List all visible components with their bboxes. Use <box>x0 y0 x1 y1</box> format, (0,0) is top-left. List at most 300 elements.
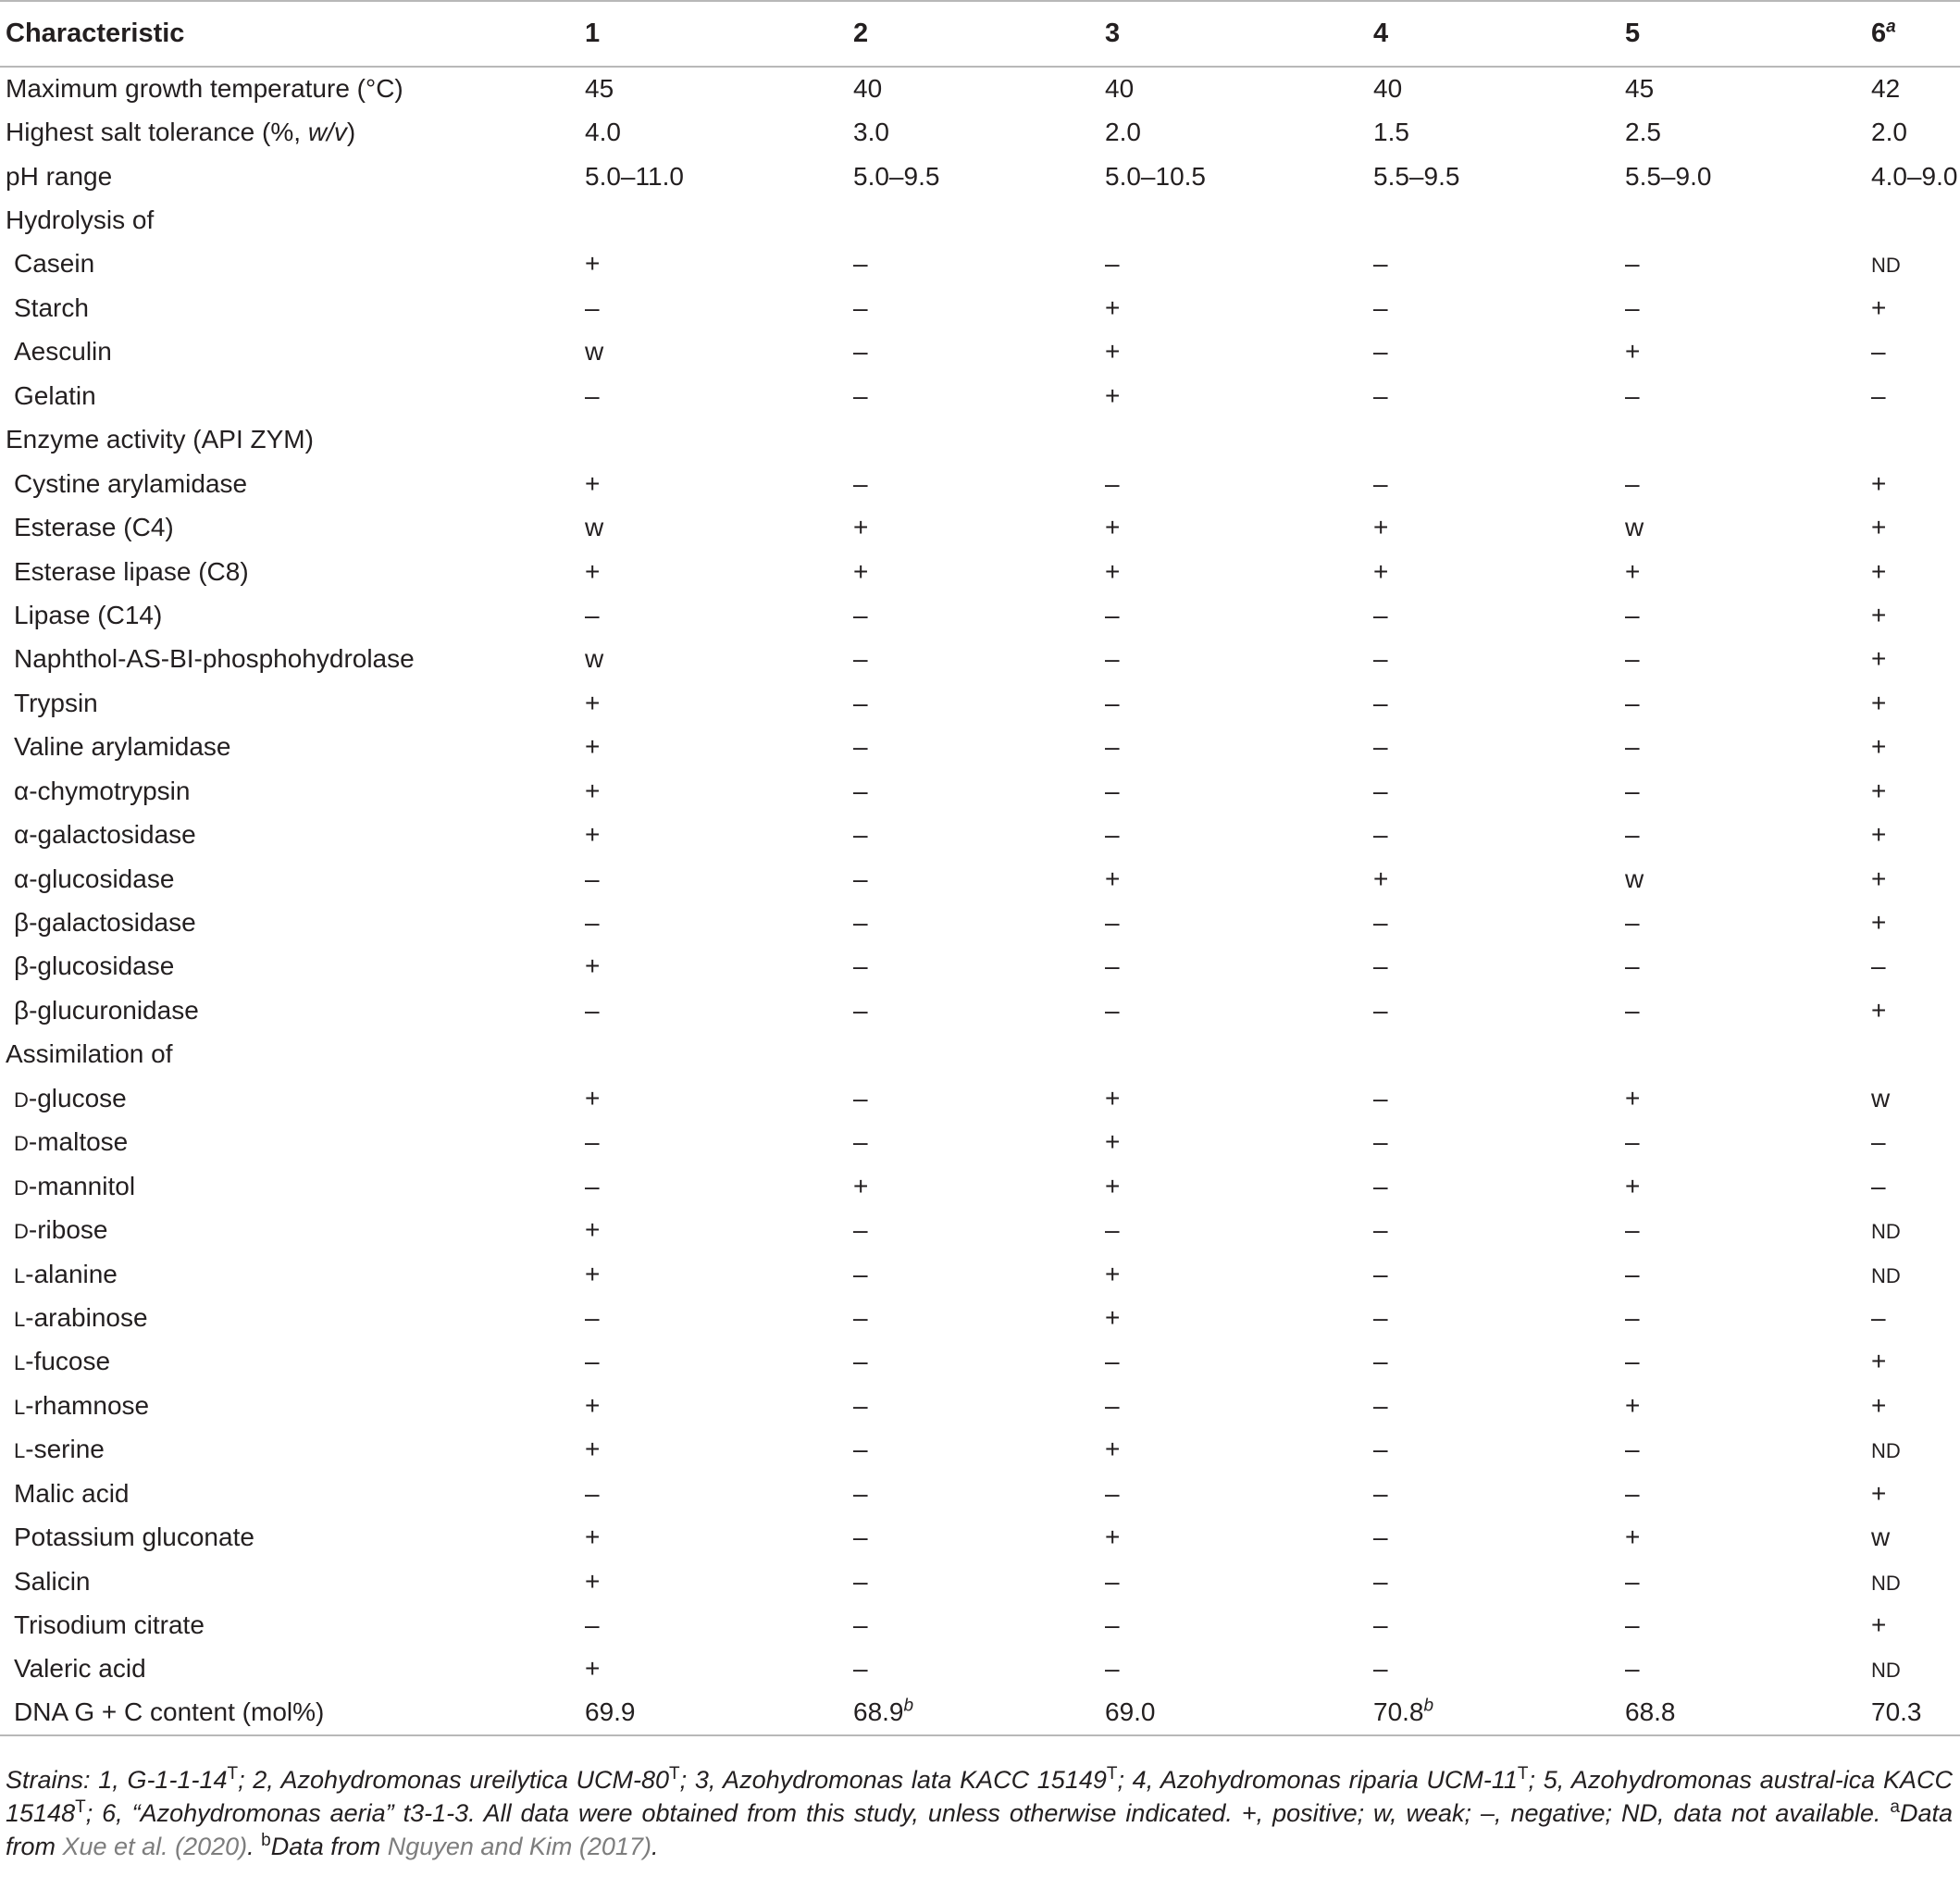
cell-value: 40 <box>853 74 883 104</box>
table-cell <box>1099 1428 1368 1472</box>
cell-value: – <box>1373 1127 1388 1157</box>
cell-value: 5.5–9.0 <box>1625 161 1712 191</box>
table-row <box>0 1208 1960 1251</box>
footnote-text: . <box>247 1833 262 1860</box>
cell-value: 69.9 <box>585 1697 636 1727</box>
cell-value: – <box>1625 644 1640 674</box>
cell-value: – <box>1625 688 1640 717</box>
reference-link[interactable]: Xue et al. (2020) <box>62 1833 248 1860</box>
cell-value: + <box>585 732 601 762</box>
table-cell <box>1619 1603 1866 1647</box>
table-cell <box>1368 857 1619 901</box>
row-label-text: pH range <box>6 161 113 191</box>
table-cell <box>1866 813 1960 856</box>
table-cell <box>1619 769 1866 813</box>
table-cell <box>1866 1691 1960 1734</box>
cell-value: – <box>585 380 600 410</box>
table-cell <box>1368 110 1619 154</box>
table-row <box>0 857 1960 901</box>
cell-value: + <box>1871 864 1887 893</box>
table-cell <box>1368 286 1619 329</box>
table-cell <box>1099 1691 1368 1734</box>
table-cell <box>848 1560 1099 1603</box>
cell-value: + <box>1105 1127 1121 1157</box>
table-cell <box>1099 505 1368 549</box>
cell-value: – <box>1625 995 1640 1025</box>
row-label <box>0 769 579 813</box>
table-cell <box>1368 1515 1619 1559</box>
table-cell <box>848 726 1099 769</box>
table-cell <box>1368 1472 1619 1515</box>
cell-value: + <box>1871 995 1887 1025</box>
cell-value: + <box>1871 513 1887 542</box>
cell-value: w <box>1625 864 1644 893</box>
row-label <box>0 198 579 242</box>
cell-value: – <box>1625 1478 1640 1508</box>
table-cell <box>579 857 848 901</box>
cell-value: – <box>1373 820 1388 850</box>
cell-value: 4.0–9.0 <box>1871 161 1958 191</box>
header-label: 4 <box>1373 19 1389 48</box>
row-label-text: -ribose <box>28 1215 108 1245</box>
table-cell <box>1099 1603 1368 1647</box>
table-cell <box>1619 1691 1866 1734</box>
table-row <box>0 1428 1960 1472</box>
cell-value: + <box>585 1435 601 1464</box>
table-cell <box>1619 1647 1866 1691</box>
configuration-prefix: L <box>14 1263 26 1287</box>
table-cell <box>1619 330 1866 374</box>
table-cell <box>1866 330 1960 374</box>
cell-value: 45 <box>1625 74 1655 104</box>
table-cell <box>1368 1164 1619 1208</box>
table-cell <box>1866 857 1960 901</box>
row-label-text: Valine arylamidase <box>14 732 231 762</box>
cell-value: – <box>1373 1215 1388 1245</box>
cell-value: + <box>1871 688 1887 717</box>
table-row <box>0 286 1960 329</box>
table-cell <box>1099 901 1368 944</box>
table-cell <box>1368 1691 1619 1734</box>
row-label-text: α-galactosidase <box>14 820 196 850</box>
row-label <box>0 1296 579 1339</box>
table-cell <box>848 1515 1099 1559</box>
table-cell <box>579 1296 848 1339</box>
table-cell <box>848 330 1099 374</box>
table-cell <box>848 1252 1099 1296</box>
cell-value: – <box>1105 1654 1120 1684</box>
table-row <box>0 330 1960 374</box>
table-row <box>0 505 1960 549</box>
cell-value: – <box>853 1523 868 1552</box>
cell-value: + <box>585 951 601 981</box>
table-cell <box>1368 1428 1619 1472</box>
cell-value: w <box>1871 1523 1891 1552</box>
cell-value: – <box>585 864 600 893</box>
header-strain-4 <box>1368 1 1619 67</box>
row-label-text: β-galactosidase <box>14 908 196 938</box>
cell-value: – <box>853 820 868 850</box>
table-cell <box>848 374 1099 417</box>
row-label-text: Trypsin <box>14 688 98 717</box>
table-cell <box>1099 286 1368 329</box>
row-label-text: Trisodium citrate <box>14 1610 205 1640</box>
cell-value: – <box>1625 292 1640 322</box>
table-cell <box>1368 945 1619 988</box>
table-cell <box>1866 110 1960 154</box>
configuration-prefix: L <box>14 1307 26 1331</box>
table-row <box>0 374 1960 417</box>
table-row <box>0 198 1960 242</box>
table-cell <box>1619 1208 1866 1251</box>
table-cell <box>1619 1472 1866 1515</box>
table-row <box>0 462 1960 505</box>
cell-value: – <box>1625 951 1640 981</box>
cell-value: – <box>1373 688 1388 717</box>
row-label-text: Gelatin <box>14 380 96 410</box>
row-label <box>0 1603 579 1647</box>
cell-value: – <box>585 1127 600 1157</box>
footnote-text: b <box>261 1831 271 1850</box>
cell-value: + <box>1373 556 1389 586</box>
table-cell <box>848 813 1099 856</box>
table-cell <box>848 1428 1099 1472</box>
header-strain-2 <box>848 1 1099 67</box>
row-label-text: Potassium gluconate <box>14 1523 254 1552</box>
header-strain-1 <box>579 1 848 67</box>
table-cell <box>848 1296 1099 1339</box>
configuration-prefix: L <box>14 1351 26 1375</box>
cell-value: + <box>1871 556 1887 586</box>
row-label <box>0 1428 579 1472</box>
cell-value: + <box>1105 1523 1121 1552</box>
table-cell <box>848 155 1099 198</box>
cell-value: w <box>1625 513 1644 542</box>
table-row <box>0 813 1960 856</box>
cell-value: 5.5–9.5 <box>1373 161 1460 191</box>
header-strain-6 <box>1866 1 1960 67</box>
cell-value: – <box>1871 380 1886 410</box>
table-cell <box>1866 593 1960 637</box>
table-cell <box>579 901 848 944</box>
row-label-text: Casein <box>14 249 95 279</box>
table-cell <box>1619 1033 1866 1076</box>
row-label-text: Esterase lipase (C8) <box>14 556 249 586</box>
table-cell <box>1368 550 1619 593</box>
row-label-text: -arabinose <box>25 1302 148 1332</box>
table-cell <box>1099 1164 1368 1208</box>
row-label <box>0 1076 579 1120</box>
table-row <box>0 593 1960 637</box>
cell-value: – <box>1105 820 1120 850</box>
cell-value: – <box>585 995 600 1025</box>
table-cell <box>1866 945 1960 988</box>
table-cell <box>1368 1252 1619 1296</box>
table-cell <box>1368 593 1619 637</box>
table-cell <box>1866 1647 1960 1691</box>
cell-value: + <box>1871 1347 1887 1376</box>
table-cell <box>579 110 848 154</box>
row-label-text: Assimilation of <box>6 1039 173 1069</box>
table-row <box>0 110 1960 154</box>
table-cell <box>1866 1560 1960 1603</box>
cell-value: + <box>1625 556 1641 586</box>
cell-value: – <box>853 776 868 805</box>
cell-value: 3.0 <box>853 118 889 147</box>
table-cell <box>1619 242 1866 286</box>
cell-value: + <box>1625 337 1641 367</box>
cell-value: + <box>585 776 601 805</box>
table-row <box>0 418 1960 462</box>
cell-value: + <box>1105 513 1121 542</box>
cell-value: + <box>1105 1171 1121 1200</box>
table-cell <box>1619 1428 1866 1472</box>
table-cell <box>1099 462 1368 505</box>
cell-value: – <box>853 337 868 367</box>
table-cell <box>579 67 848 110</box>
table-cell <box>579 1472 848 1515</box>
cell-value: + <box>1373 513 1389 542</box>
table-cell <box>848 857 1099 901</box>
cell-value: + <box>1625 1390 1641 1420</box>
table-cell <box>1099 988 1368 1032</box>
cell-value: – <box>853 908 868 938</box>
cell-value: – <box>853 951 868 981</box>
table-cell <box>1368 242 1619 286</box>
table-cell <box>1099 945 1368 988</box>
table-row <box>0 769 1960 813</box>
table-cell <box>579 505 848 549</box>
table-cell <box>579 462 848 505</box>
table-cell <box>1619 286 1866 329</box>
table-cell <box>1099 330 1368 374</box>
table-cell <box>1368 1384 1619 1427</box>
table-row <box>0 901 1960 944</box>
table-cell <box>848 1121 1099 1164</box>
table-row <box>0 1164 1960 1208</box>
cell-value: – <box>1105 644 1120 674</box>
cell-value: – <box>1625 1435 1640 1464</box>
cell-value: – <box>1625 1347 1640 1376</box>
table-cell <box>1866 1515 1960 1559</box>
row-label <box>0 1121 579 1164</box>
table-cell <box>1099 1472 1368 1515</box>
table-cell <box>848 418 1099 462</box>
table-cell <box>1368 638 1619 681</box>
cell-value: 5.0–9.5 <box>853 161 940 191</box>
table-cell <box>579 198 848 242</box>
table-cell <box>1866 286 1960 329</box>
cell-value: + <box>1105 380 1121 410</box>
table-cell <box>848 67 1099 110</box>
cell-value: – <box>1625 1566 1640 1596</box>
table-cell <box>848 1603 1099 1647</box>
row-label <box>0 945 579 988</box>
cell-value: + <box>1871 1610 1887 1640</box>
table-cell <box>579 1560 848 1603</box>
table-cell <box>579 418 848 462</box>
table-cell <box>579 1340 848 1384</box>
row-label <box>0 155 579 198</box>
table-cell <box>1866 726 1960 769</box>
row-label <box>0 550 579 593</box>
cell-value: – <box>853 1478 868 1508</box>
cell-value: – <box>853 732 868 762</box>
table-cell <box>1368 1076 1619 1120</box>
row-label-text: β-glucosidase <box>14 951 175 981</box>
table-cell <box>848 1384 1099 1427</box>
table-cell <box>579 1515 848 1559</box>
table-cell <box>1619 1384 1866 1427</box>
table-cell <box>1619 1515 1866 1559</box>
table-cell <box>1099 593 1368 637</box>
table-cell <box>579 550 848 593</box>
table-row <box>0 1296 1960 1339</box>
cell-value: – <box>1373 1523 1388 1552</box>
table-cell <box>1619 198 1866 242</box>
table-cell <box>1099 550 1368 593</box>
table-cell <box>1368 769 1619 813</box>
footnote-text: ; 5, Azohydromonas austral-ica KACC 15148 <box>6 1766 1953 1827</box>
table-cell <box>1619 681 1866 725</box>
cell-value: – <box>585 1347 600 1376</box>
cell-value: – <box>853 1127 868 1157</box>
configuration-prefix: L <box>14 1439 26 1463</box>
table-row <box>0 1472 1960 1515</box>
cell-value: – <box>853 1347 868 1376</box>
cell-value: + <box>585 1083 601 1113</box>
table-cell <box>1619 110 1866 154</box>
table-cell <box>579 155 848 198</box>
table-cell <box>1099 638 1368 681</box>
configuration-prefix: D <box>14 1220 29 1244</box>
table-cell <box>1099 418 1368 462</box>
reference-link[interactable]: Nguyen and Kim (2017) <box>387 1833 651 1860</box>
table-cell <box>1099 726 1368 769</box>
table-cell <box>1099 67 1368 110</box>
table-cell <box>579 1428 848 1472</box>
cell-value: 69.0 <box>1105 1697 1156 1727</box>
table-cell <box>1099 857 1368 901</box>
cell-value: + <box>1871 908 1887 938</box>
table-cell <box>1866 681 1960 725</box>
table-cell <box>1866 901 1960 944</box>
row-label <box>0 374 579 417</box>
table-cell <box>579 1252 848 1296</box>
cell-value: – <box>1625 249 1640 279</box>
cell-value: w <box>1871 1083 1891 1113</box>
row-label <box>0 1472 579 1515</box>
cell-value: – <box>1373 337 1388 367</box>
table-row <box>0 726 1960 769</box>
cell-value: – <box>1105 1566 1120 1596</box>
cell-value: – <box>1105 249 1120 279</box>
table-cell <box>1368 1603 1619 1647</box>
cell-value: + <box>585 249 601 279</box>
cell-value: – <box>585 1171 600 1200</box>
cell-value: – <box>853 1083 868 1113</box>
cell-value: – <box>1373 380 1388 410</box>
header-strain-5 <box>1619 1 1866 67</box>
cell-value: – <box>853 1566 868 1596</box>
table-cell <box>1866 418 1960 462</box>
cell-value: – <box>853 292 868 322</box>
table-cell <box>579 1208 848 1251</box>
cell-value: 70.8 <box>1373 1697 1424 1727</box>
table-cell <box>579 1033 848 1076</box>
cell-value: – <box>585 600 600 629</box>
cell-value: – <box>853 1302 868 1332</box>
header-label: 2 <box>853 19 869 48</box>
table-cell <box>579 286 848 329</box>
table-cell <box>579 1647 848 1691</box>
row-label-text: Salicin <box>14 1566 91 1596</box>
row-label-text: Lipase (C14) <box>14 600 163 629</box>
table-cell <box>848 1340 1099 1384</box>
cell-value: – <box>1625 776 1640 805</box>
cell-value: + <box>1105 1435 1121 1464</box>
table-cell <box>1368 681 1619 725</box>
table-cell <box>1619 374 1866 417</box>
row-label <box>0 1384 579 1427</box>
table-cell <box>848 1076 1099 1120</box>
cell-value: ND <box>1871 1220 1901 1244</box>
table-cell <box>579 330 848 374</box>
row-label <box>0 1560 579 1603</box>
cell-value: + <box>1871 644 1887 674</box>
row-label <box>0 638 579 681</box>
table-cell <box>1368 462 1619 505</box>
cell-value: – <box>1373 1478 1388 1508</box>
table-cell <box>848 1033 1099 1076</box>
table-cell <box>579 1076 848 1120</box>
row-label <box>0 1647 579 1691</box>
footnote-text: Data from <box>6 1799 1953 1860</box>
table-cell <box>848 242 1099 286</box>
cell-value: + <box>1105 337 1121 367</box>
cell-value: – <box>1105 732 1120 762</box>
cell-value: – <box>1625 820 1640 850</box>
table-cell <box>848 988 1099 1032</box>
row-label-text: -rhamnose <box>25 1390 150 1420</box>
table-cell <box>579 726 848 769</box>
table-row <box>0 988 1960 1032</box>
table-row <box>0 1076 1960 1120</box>
cell-value: – <box>1373 732 1388 762</box>
row-label-text: Cystine arylamidase <box>14 468 248 498</box>
table-cell <box>1619 1560 1866 1603</box>
cell-value: – <box>1625 908 1640 938</box>
cell-footnote-mark: b <box>1423 1697 1434 1717</box>
cell-value: – <box>1373 1435 1388 1464</box>
cell-value: 2.0 <box>1871 118 1907 147</box>
cell-value: – <box>1105 1215 1120 1245</box>
table-cell <box>848 1164 1099 1208</box>
table-cell <box>1099 1252 1368 1296</box>
table-cell <box>579 1384 848 1427</box>
table-cell <box>1099 155 1368 198</box>
cell-value: w <box>585 513 604 542</box>
table-cell <box>1619 505 1866 549</box>
cell-value: + <box>1871 1390 1887 1420</box>
footnote-text: ; 4, Azohydromonas riparia UCM-11 <box>1117 1766 1518 1794</box>
row-label-text: Starch <box>14 292 89 322</box>
cell-value: – <box>585 1302 600 1332</box>
header-footnote-mark: a <box>1886 17 1896 37</box>
table-cell <box>1866 1472 1960 1515</box>
cell-value: – <box>1373 468 1388 498</box>
table-cell <box>1368 67 1619 110</box>
